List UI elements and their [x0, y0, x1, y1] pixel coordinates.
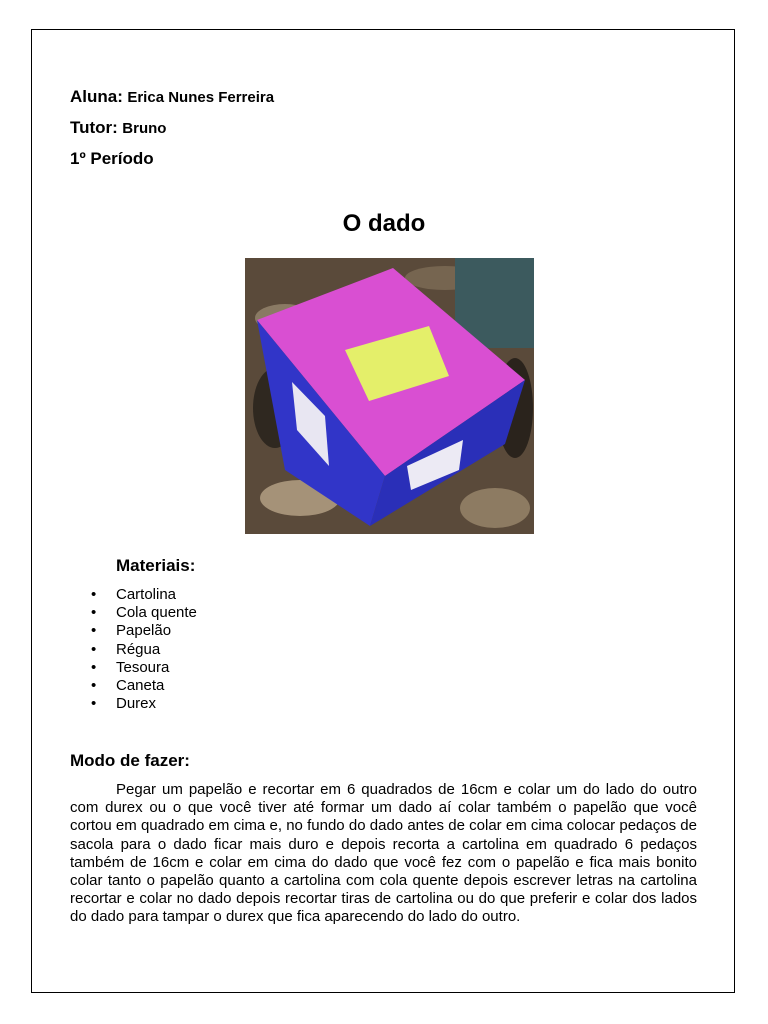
list-item: • Cartolina: [116, 586, 197, 604]
list-item: • Durex: [116, 695, 197, 713]
student-label: Aluna:: [70, 87, 123, 106]
list-item: • Tesoura: [116, 659, 197, 677]
fabric-leaf: [460, 488, 530, 528]
student-line: [70, 87, 274, 107]
tutor-name: Bruno: [122, 120, 167, 137]
list-item: • Papelão: [116, 622, 197, 640]
list-item: • Régua: [116, 641, 197, 659]
method-paragraph: Pegar um papelão e recortar em 6 quadrados de 16cm e colar um do lado do outro com durex ou o que você tiver até formar um dado aí colar também o papelão que você cortou em quadrado em cima e, no fundo do dado antes de colar em cima colocar pedaços de sacola para o dado ficar mais duro e depois recorta a cartolina em quadrado 6 pedaços também de 16cm e colar em cima do dado que você fez com o papelão e fica mais bonito colar tanto o papelão quanto a cartolina com cola quente depois escrever letras na cartolina recortar e colar no dado depois recortar tiras de cartolina ou do que preferir e colar dos lados do dado para tampar o durex que fica aparecendo do lado do outro.: [70, 781, 697, 926]
period-line: 1º Período: [70, 149, 154, 168]
document-title: O dado: [342, 210, 426, 237]
method-heading: Modo de fazer:: [70, 751, 190, 770]
tutor-label: Tutor:: [70, 118, 118, 137]
tutor-line: [70, 118, 166, 138]
student-name: Erica Nunes Ferreira: [127, 89, 275, 106]
materials-list: [116, 586, 197, 713]
list-item: • Cola quente: [116, 604, 197, 622]
dice-photo: [245, 258, 534, 534]
materials-heading: Materiais:: [116, 556, 196, 575]
list-item: • Caneta: [116, 677, 197, 695]
dice-photo-illustration: [245, 258, 534, 534]
